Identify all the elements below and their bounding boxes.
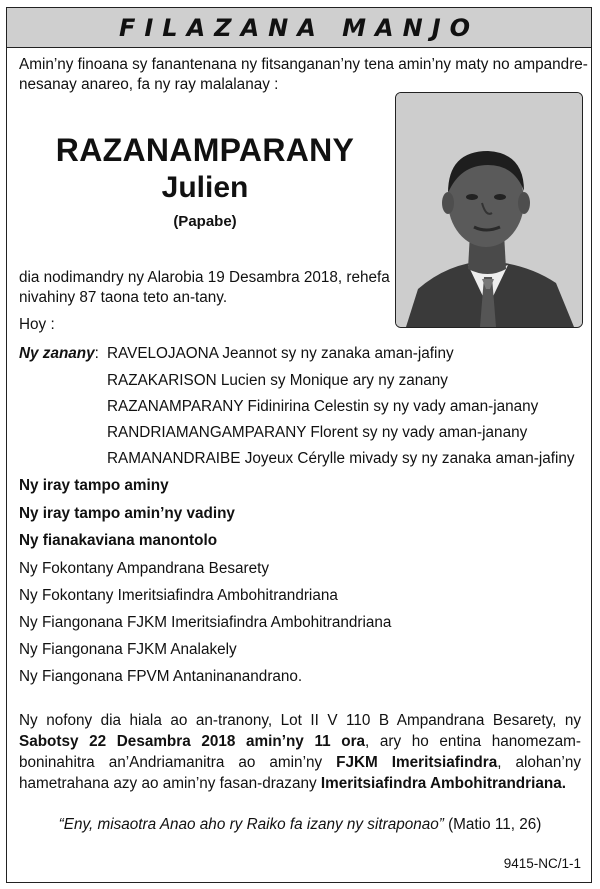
hoy-label: Hoy : [19, 316, 55, 333]
bible-quote-text: “Eny, misaotra Anao aho ry Raiko fa izany ny sitraponao” [58, 816, 444, 833]
deceased-nickname: (Papabe) [173, 213, 237, 230]
death-notice-line-1: dia nodimandry ny Alarobia 19 Desambra 2018, rehefa [19, 269, 390, 286]
community-item: Ny Fiangonana FPVM Antaninanandrano. [19, 668, 303, 685]
community-item: Ny Fiangonana FJKM Analakely [19, 641, 237, 658]
child-item: RAZAKARISON Lucien sy Monique ary ny zanany [107, 372, 448, 389]
child-item: RAMANANDRAIBE Joyeux Cérylle mivady sy ny zanaka aman-jafiny [107, 450, 575, 467]
reference-code: 9415-NC/1-1 [503, 856, 581, 871]
intro-line-1: Amin’ny finoana sy fanantenana ny fitsanganan’ny tena amin’ny maty no ampandre- [19, 56, 588, 73]
header-bar [7, 8, 591, 48]
funeral-church: FJKM Imeritsiafindra [336, 754, 498, 771]
funeral-text-1: Ny nofony dia hiala ao an-tranony, Lot II V 110 B Ampandrana Besarety, ny [19, 712, 581, 729]
funeral-tomb: Imeritsiafindra Ambohitrandriana. [320, 775, 566, 792]
bible-quote [7, 816, 593, 834]
deceased-name-block [19, 132, 391, 232]
funeral-details [19, 710, 581, 794]
portrait-photo-icon [396, 93, 582, 327]
funeral-date: Sabotsy 22 Desambra 2018 amin’ny 11 ora [19, 733, 366, 750]
bible-quote-reference: (Matio 11, 26) [443, 816, 542, 833]
child-item: RAVELOJAONA Jeannot sy ny zanaka aman-jafiny [107, 345, 454, 362]
intro-line-2: nesanay anareo, fa ny ray malalanay : [19, 76, 279, 93]
children-label [19, 344, 99, 364]
deceased-surname: RAZANAMPARANY [55, 132, 355, 168]
children-label-colon: : [94, 345, 99, 362]
family-group-spouse-siblings: Ny iray tampo amin’ny vadiny [19, 505, 235, 522]
family-group-whole-family: Ny fianakaviana manontolo [19, 532, 218, 549]
funeral-text-3: , alohan’ny hametrahana azy ao amin’ny fasan-drazany [19, 754, 581, 792]
death-notice [19, 268, 390, 308]
child-item: RANDRIAMANGAMPARANY Florent sy ny vady aman-janany [107, 424, 528, 441]
community-item: Ny Fokontany Ampandrana Besarety [19, 560, 269, 577]
intro-text [19, 55, 588, 95]
funeral-text-2: , ary ho entina hanomezam-boninahitra an’Andriamanitra ao amin’ny [19, 733, 581, 771]
community-item: Ny Fokontany Imeritsiafindra Ambohitrandriana [19, 587, 338, 604]
deceased-given-name: Julien [161, 171, 249, 204]
notice-frame [6, 7, 592, 883]
death-notice-line-2: nivahiny 87 taona teto an-tany. [19, 289, 228, 306]
community-item: Ny Fiangonana FJKM Imeritsiafindra Ambohitrandriana [19, 614, 392, 631]
notice-title: FILAZANA MANJO [118, 13, 480, 42]
children-label-text: Ny zanany [19, 345, 95, 362]
portrait-photo [395, 92, 583, 328]
child-item: RAZANAMPARANY Fidinirina Celestin sy ny vady aman-janany [107, 398, 539, 415]
family-group-siblings: Ny iray tampo aminy [19, 477, 169, 494]
